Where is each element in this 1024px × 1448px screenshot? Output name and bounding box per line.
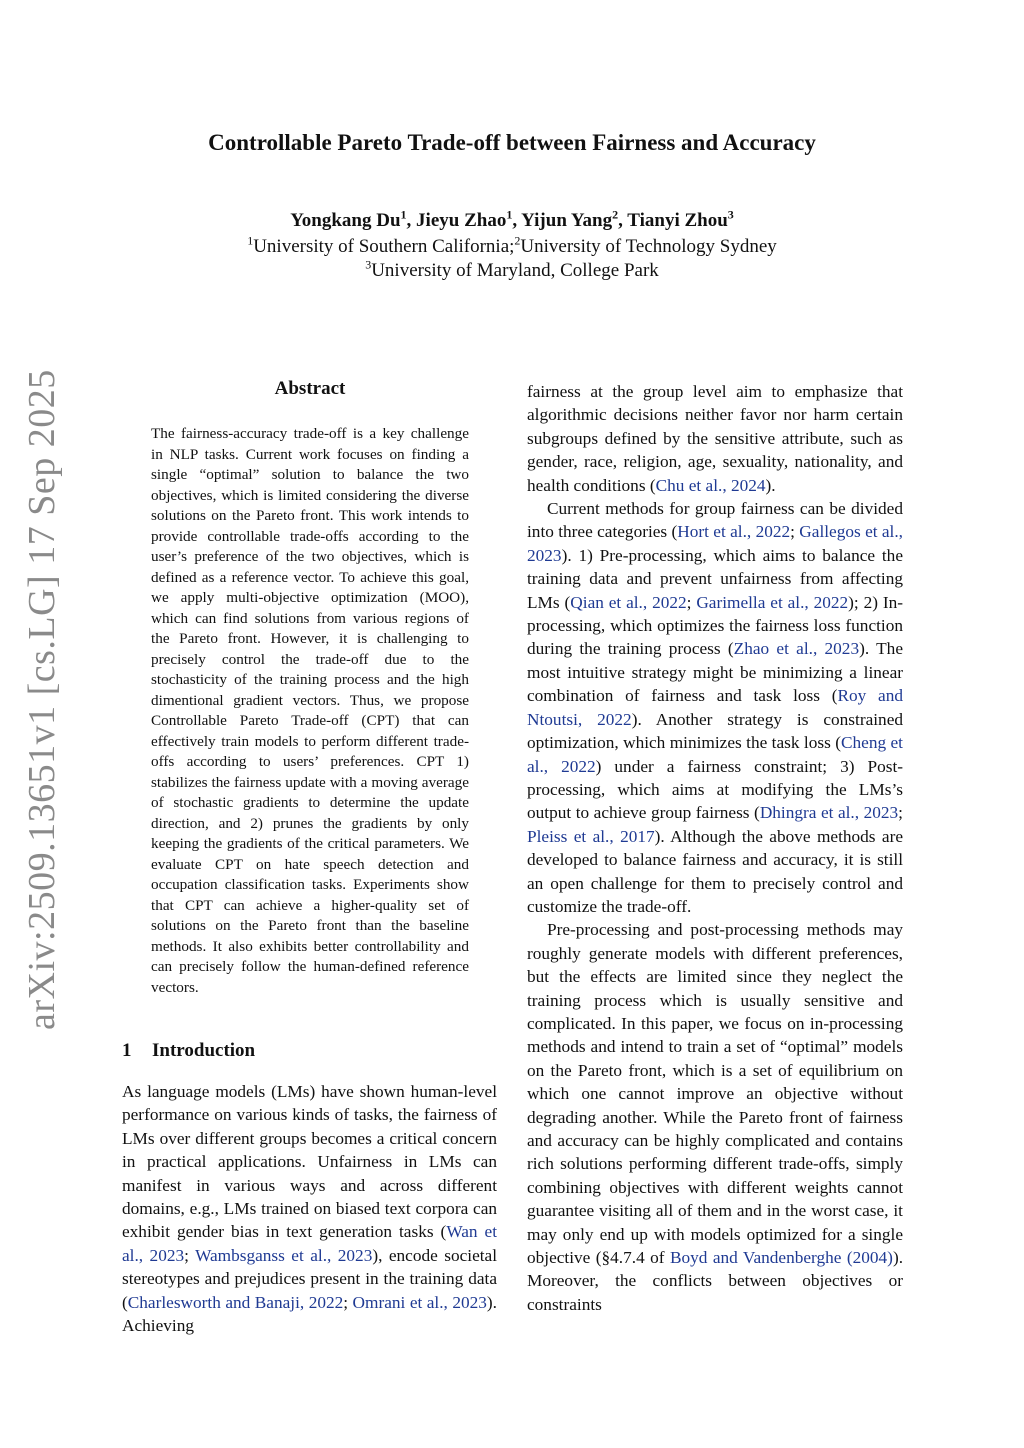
citation-link[interactable]: Garimella et al., 2022 <box>696 592 849 612</box>
citation-link[interactable]: Wambsganss et al., 2023 <box>195 1245 373 1265</box>
body-text: ). <box>765 475 776 495</box>
body-text: As language models (LMs) have shown human-level performance on various kinds of tasks, the fairness of LMs over different groups becomes a critical concern in practical applications. Unfairness in LMs can manifest in various ways and across different domains, e.g., LMs trained on biased text corpora can exhibit gender bias in text generation tasks ( <box>122 1082 497 1242</box>
body-paragraph <box>122 1080 497 1337</box>
body-text: ; <box>898 803 903 823</box>
body-text: ). Achieving <box>122 1292 497 1336</box>
author-name: Yongkang Du <box>290 210 401 231</box>
body-text: ; <box>790 522 800 542</box>
section-heading <box>122 1040 255 1062</box>
citation-link[interactable]: Omrani et al., 2023 <box>352 1292 487 1312</box>
author-list: Yongkang Du$^1$, Jieyu Zhao$^1$, Yijun Yang$^2$, Tianyi Zhou$^3$ <box>290 207 734 231</box>
body-text: ), encode societal stereotypes and prejudices present in the training data ( <box>122 1245 498 1312</box>
citation-link[interactable]: Cheng et al., 2022 <box>527 733 903 776</box>
affiliation-line-2 <box>0 257 1024 282</box>
body-text: fairness at the group level aim to emphasize that algorithmic decisions neither favor nor harm certain subgroups defined by the sensitive attribute, such as gender, race, religion, age, sexuality, nationality, and health conditions ( <box>527 382 903 495</box>
body-text: ; <box>686 592 697 612</box>
citation-link[interactable]: Qian et al., 2022 <box>570 592 687 612</box>
body-paragraph <box>527 918 903 1316</box>
arxiv-side-identifier: arXiv:2509.13651v1 [cs.LG] 17 Sep 2025 <box>21 369 63 1030</box>
author-affil-mark: 1 <box>400 207 407 222</box>
affiliation-line-1 <box>0 233 1024 258</box>
citation-link[interactable]: Charlesworth and Banaji, 2022 <box>127 1292 344 1312</box>
author-affil-mark: 2 <box>612 207 619 222</box>
left-column-body <box>122 1080 497 1337</box>
affiliation-name: University of Maryland, College Park <box>371 260 659 281</box>
body-text: ). Although the above methods are developed to balance fairness and accuracy, it is still an open challenge for them to precisely control and customize the trade-off. <box>527 826 903 916</box>
right-column-body <box>527 380 903 1316</box>
affiliation-name: University of Southern California; <box>253 236 515 257</box>
body-text: ). Moreover, the conflicts between objectives or constraints <box>527 1248 904 1314</box>
author-name: Jieyu Zhao <box>416 210 507 231</box>
affil-mark: 2 <box>514 233 521 248</box>
author-name: Yijun Yang <box>521 210 613 231</box>
body-paragraph <box>527 497 903 918</box>
affiliation-name: University of Technology Sydney <box>520 236 777 257</box>
author-affil-mark: 1 <box>506 207 513 222</box>
citation-link[interactable]: Zhao et al., 2023 <box>733 639 860 659</box>
section-number: 1 <box>122 1040 132 1061</box>
body-text: ); 2) In-processing, which optimizes the fairness loss function during the training process ( <box>527 592 903 659</box>
citation-link[interactable]: Roy and Ntoutsi, 2022 <box>527 686 903 729</box>
body-paragraph <box>527 380 903 497</box>
body-text: ; <box>184 1245 196 1265</box>
affil-mark: 1 <box>247 233 254 248</box>
citation-link[interactable]: Pleiss et al., 2017 <box>527 826 655 846</box>
citation-link[interactable]: Hort et al., 2022 <box>677 522 791 542</box>
citation-link[interactable]: Gallegos et al., 2023 <box>527 522 904 565</box>
body-text: Pre-processing and post-processing methods may roughly generate models with different preferences, but the effects are limited since they neglect the training process which is usually sensitive and complicated. In this paper, we focus on in-processing methods and intend to train a set of “optimal” models on the Pareto front, which is a set of equilibrium on which one cannot improve an objective without degrading another. While the Pareto front of fairness and accuracy can be highly complicated and contains rich solutions performing different trade-offs, simply combining objectives with different weights cannot guarantee visiting all of them and in the worst case, it may only end up with models optimized for a single objective (§4.7.4 of <box>527 920 903 1268</box>
body-text: ; <box>343 1292 353 1312</box>
citation-link[interactable]: Boyd and Vandenberghe (2004) <box>669 1248 893 1268</box>
body-text: ). 1) Pre-processing, which aims to balance the training data and prevent unfairness from affecting LMs ( <box>527 545 903 612</box>
section-title: Introduction <box>152 1040 256 1061</box>
citation-link[interactable]: Chu et al., 2024 <box>655 475 766 495</box>
body-text: ). Another strategy is constrained optimization, which minimizes the task loss ( <box>527 709 904 753</box>
author-affil-mark: 3 <box>727 207 734 222</box>
abstract-text: The fairness-accuracy trade-off is a key challenge in NLP tasks. Current work focuses on finding a single “optimal” solution to balance the two objectives, which is limited considering the diverse solutions on the Pareto front. This work intends to provide controllable trade-offs according to the user’s preference of the two objectives, which is defined as a reference vector. To achieve this goal, we apply multi-objective optimization (MOO), which can find solutions from various regions of the Pareto front. However, it is challenging to precisely control the trade-off due to the stochasticity of the training process and the high dimentional gradient vectors. Thus, we propose Controllable Pareto Trade-off (CPT) that can effectively train models to perform different trade-offs according to users’ preferences. CPT 1) stabilizes the fairness update with a moving average of stochastic gradients to determine the update direction, and 2) prunes the gradients by only keeping the gradients of the critical parameters. We evaluate CPT on hate speech detection and occupation classification tasks. Experiments show that CPT can achieve a higher-quality set of solutions on the Pareto front than the baseline methods. It also exhibits better controllability and can precisely follow the human-defined reference vectors. <box>151 425 469 996</box>
body-text: ) under a fairness constraint; 3) Post-processing, which aims at modifying the LMs’s output to achieve group fairness ( <box>527 756 904 823</box>
author-name: Tianyi Zhou <box>627 210 728 231</box>
body-text: Current methods for group fairness can be divided into three categories ( <box>527 499 903 542</box>
abstract-heading: Abstract <box>274 378 346 399</box>
paper-title: Controllable Pareto Trade-off between Fairness and Accuracy <box>208 130 816 155</box>
citation-link[interactable]: Wan et al., 2023 <box>122 1222 497 1265</box>
affil-mark: 3 <box>365 257 372 272</box>
body-text: ). The most intuitive strategy might be minimizing a linear combination of fairness and task loss ( <box>527 639 903 706</box>
citation-link[interactable]: Dhingra et al., 2023 <box>759 803 899 823</box>
